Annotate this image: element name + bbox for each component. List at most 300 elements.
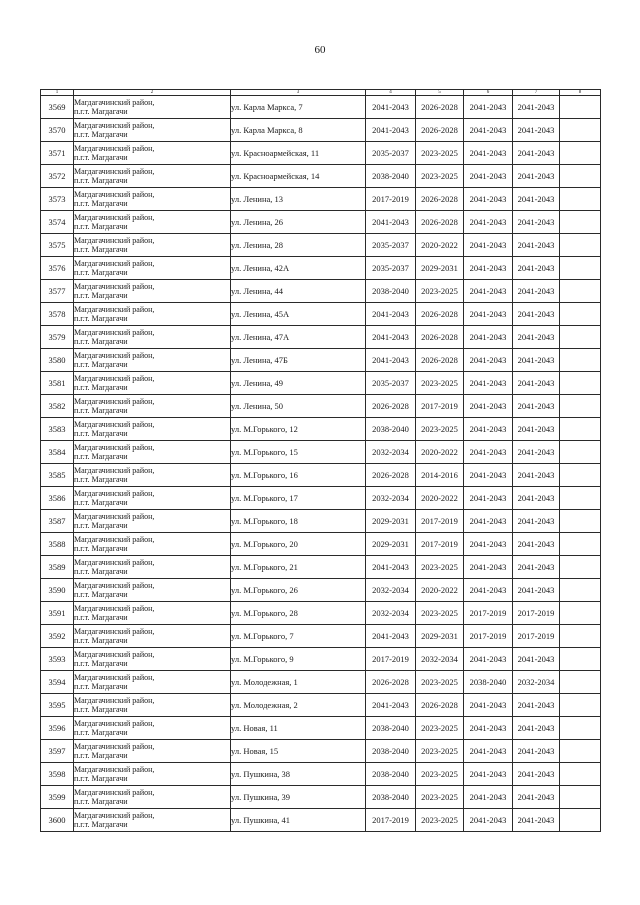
district-text: Магдагачинский район, — [74, 443, 155, 452]
period-cell-col5: 2026-2028 — [416, 119, 464, 142]
table-row — [41, 372, 601, 395]
row-number-cell: 3591 — [41, 602, 74, 625]
district-text: Магдагачинский район, — [74, 236, 155, 245]
period-cell-col4: 2032-2034 — [366, 602, 416, 625]
location-cell — [74, 441, 231, 464]
column-8-cell — [560, 326, 601, 349]
period-cell-col4: 2035-2037 — [366, 257, 416, 280]
period-cell-col4: 2038-2040 — [366, 740, 416, 763]
location-cell — [74, 303, 231, 326]
row-number-cell: 3569 — [41, 96, 74, 119]
column-8-cell — [560, 671, 601, 694]
period-cell-col7: 2041-2043 — [513, 211, 560, 234]
period-cell-col6: 2041-2043 — [464, 441, 513, 464]
street-address-cell: ул. М.Горького, 20 — [231, 533, 366, 556]
location-cell — [74, 119, 231, 142]
period-cell-col4: 2041-2043 — [366, 349, 416, 372]
period-cell-col7: 2041-2043 — [513, 533, 560, 556]
period-cell-col5: 2032-2034 — [416, 648, 464, 671]
settlement-text: п.г.т. Магдагачи — [74, 728, 128, 737]
period-cell-col4: 2029-2031 — [366, 533, 416, 556]
table-row — [41, 303, 601, 326]
location-cell — [74, 533, 231, 556]
district-text: Магдагачинский район, — [74, 282, 155, 291]
district-text: Магдагачинский район, — [74, 98, 155, 107]
column-8-cell — [560, 740, 601, 763]
column-8-cell — [560, 487, 601, 510]
settlement-text: п.г.т. Магдагачи — [74, 406, 128, 415]
period-cell-col7: 2041-2043 — [513, 740, 560, 763]
district-text: Магдагачинский район, — [74, 374, 155, 383]
period-cell-col5: 2026-2028 — [416, 326, 464, 349]
district-text: Магдагачинский район, — [74, 466, 155, 475]
period-cell-col5: 2026-2028 — [416, 694, 464, 717]
table-row — [41, 280, 601, 303]
column-8-cell — [560, 96, 601, 119]
period-cell-col6: 2041-2043 — [464, 372, 513, 395]
table-row — [41, 786, 601, 809]
period-cell-col7: 2041-2043 — [513, 763, 560, 786]
table-row — [41, 119, 601, 142]
location-cell — [74, 487, 231, 510]
period-cell-col7: 2041-2043 — [513, 280, 560, 303]
period-cell-col5: 2017-2019 — [416, 395, 464, 418]
period-cell-col6: 2041-2043 — [464, 211, 513, 234]
period-cell-col7: 2041-2043 — [513, 234, 560, 257]
street-address-cell: ул. Красноармейская, 14 — [231, 165, 366, 188]
table-row — [41, 211, 601, 234]
period-cell-col7: 2032-2034 — [513, 671, 560, 694]
period-cell-col4: 2041-2043 — [366, 694, 416, 717]
period-cell-col4: 2041-2043 — [366, 556, 416, 579]
period-cell-col6: 2041-2043 — [464, 418, 513, 441]
settlement-text: п.г.т. Магдагачи — [74, 636, 128, 645]
row-number-cell: 3598 — [41, 763, 74, 786]
period-cell-col4: 2017-2019 — [366, 188, 416, 211]
period-cell-col5: 2023-2025 — [416, 763, 464, 786]
period-cell-col7: 2041-2043 — [513, 809, 560, 832]
settlement-text: п.г.т. Магдагачи — [74, 498, 128, 507]
period-cell-col6: 2041-2043 — [464, 579, 513, 602]
settlement-text: п.г.т. Магдагачи — [74, 268, 128, 277]
period-cell-col6: 2041-2043 — [464, 740, 513, 763]
period-cell-col5: 2023-2025 — [416, 372, 464, 395]
district-text: Магдагачинский район, — [74, 811, 155, 820]
row-number-cell: 3594 — [41, 671, 74, 694]
period-cell-col6: 2041-2043 — [464, 349, 513, 372]
period-cell-col7: 2041-2043 — [513, 96, 560, 119]
column-header: 8 — [560, 90, 601, 96]
period-cell-col6: 2041-2043 — [464, 234, 513, 257]
period-cell-col6: 2041-2043 — [464, 717, 513, 740]
location-cell — [74, 740, 231, 763]
settlement-text: п.г.т. Магдагачи — [74, 544, 128, 553]
settlement-text: п.г.т. Магдагачи — [74, 314, 128, 323]
district-text: Магдагачинский район, — [74, 144, 155, 153]
period-cell-col4: 2041-2043 — [366, 211, 416, 234]
period-cell-col5: 2023-2025 — [416, 418, 464, 441]
table-row — [41, 188, 601, 211]
table-row — [41, 464, 601, 487]
location-cell — [74, 142, 231, 165]
period-cell-col4: 2035-2037 — [366, 372, 416, 395]
table-row — [41, 96, 601, 119]
district-text: Магдагачинский район, — [74, 121, 155, 130]
period-cell-col7: 2041-2043 — [513, 165, 560, 188]
period-cell-col4: 2038-2040 — [366, 165, 416, 188]
period-cell-col6: 2041-2043 — [464, 648, 513, 671]
district-text: Магдагачинский район, — [74, 765, 155, 774]
column-8-cell — [560, 372, 601, 395]
column-8-cell — [560, 763, 601, 786]
table-row — [41, 763, 601, 786]
table-row — [41, 579, 601, 602]
street-address-cell: ул. М.Горького, 12 — [231, 418, 366, 441]
table-row — [41, 510, 601, 533]
period-cell-col6: 2041-2043 — [464, 395, 513, 418]
settlement-text: п.г.т. Магдагачи — [74, 176, 128, 185]
settlement-text: п.г.т. Магдагачи — [74, 590, 128, 599]
period-cell-col5: 2029-2031 — [416, 257, 464, 280]
row-number-cell: 3578 — [41, 303, 74, 326]
period-cell-col5: 2029-2031 — [416, 625, 464, 648]
period-cell-col4: 2032-2034 — [366, 579, 416, 602]
district-text: Магдагачинский район, — [74, 535, 155, 544]
period-cell-col4: 2017-2019 — [366, 809, 416, 832]
row-number-cell: 3599 — [41, 786, 74, 809]
column-8-cell — [560, 349, 601, 372]
period-cell-col7: 2017-2019 — [513, 625, 560, 648]
street-address-cell: ул. Новая, 11 — [231, 717, 366, 740]
period-cell-col7: 2041-2043 — [513, 142, 560, 165]
column-8-cell — [560, 119, 601, 142]
period-cell-col4: 2032-2034 — [366, 487, 416, 510]
period-cell-col5: 2014-2016 — [416, 464, 464, 487]
row-number-cell: 3580 — [41, 349, 74, 372]
period-cell-col5: 2023-2025 — [416, 142, 464, 165]
street-address-cell: ул. Молодежная, 2 — [231, 694, 366, 717]
street-address-cell: ул. Ленина, 45А — [231, 303, 366, 326]
period-cell-col5: 2023-2025 — [416, 786, 464, 809]
settlement-text: п.г.т. Магдагачи — [74, 452, 128, 461]
settlement-text: п.г.т. Магдагачи — [74, 774, 128, 783]
period-cell-col4: 2035-2037 — [366, 142, 416, 165]
street-address-cell: ул. Красноармейская, 11 — [231, 142, 366, 165]
column-8-cell — [560, 579, 601, 602]
period-cell-col7: 2041-2043 — [513, 326, 560, 349]
settlement-text: п.г.т. Магдагачи — [74, 199, 128, 208]
row-number-cell: 3585 — [41, 464, 74, 487]
row-number-cell: 3581 — [41, 372, 74, 395]
settlement-text: п.г.т. Магдагачи — [74, 360, 128, 369]
street-address-cell: ул. М.Горького, 28 — [231, 602, 366, 625]
location-cell — [74, 602, 231, 625]
column-header: 7 — [513, 90, 560, 96]
settlement-text: п.г.т. Магдагачи — [74, 521, 128, 530]
settlement-text: п.г.т. Магдагачи — [74, 107, 128, 116]
row-number-cell: 3584 — [41, 441, 74, 464]
period-cell-col6: 2041-2043 — [464, 786, 513, 809]
district-text: Магдагачинский район, — [74, 328, 155, 337]
table-row — [41, 165, 601, 188]
period-cell-col5: 2026-2028 — [416, 188, 464, 211]
row-number-cell: 3588 — [41, 533, 74, 556]
street-address-cell: ул. Ленина, 42А — [231, 257, 366, 280]
settlement-text: п.г.т. Магдагачи — [74, 567, 128, 576]
period-cell-col5: 2023-2025 — [416, 809, 464, 832]
period-cell-col4: 2038-2040 — [366, 717, 416, 740]
location-cell — [74, 717, 231, 740]
table-row — [41, 556, 601, 579]
location-cell — [74, 625, 231, 648]
district-text: Магдагачинский район, — [74, 305, 155, 314]
location-cell — [74, 786, 231, 809]
settlement-text: п.г.т. Магдагачи — [74, 130, 128, 139]
district-text: Магдагачинский район, — [74, 604, 155, 613]
page-number: 60 — [314, 44, 326, 56]
row-number-cell: 3579 — [41, 326, 74, 349]
street-address-cell: ул. М.Горького, 15 — [231, 441, 366, 464]
district-text: Магдагачинский район, — [74, 351, 155, 360]
period-cell-col4: 2038-2040 — [366, 786, 416, 809]
column-8-cell — [560, 648, 601, 671]
table-row — [41, 234, 601, 257]
street-address-cell: ул. Пушкина, 38 — [231, 763, 366, 786]
row-number-cell: 3596 — [41, 717, 74, 740]
period-cell-col7: 2041-2043 — [513, 441, 560, 464]
column-header: 2 — [74, 90, 231, 96]
period-cell-col6: 2017-2019 — [464, 602, 513, 625]
column-8-cell — [560, 717, 601, 740]
row-number-cell: 3574 — [41, 211, 74, 234]
period-cell-col4: 2026-2028 — [366, 395, 416, 418]
period-cell-col6: 2041-2043 — [464, 464, 513, 487]
period-cell-col6: 2041-2043 — [464, 763, 513, 786]
table-row — [41, 418, 601, 441]
location-cell — [74, 556, 231, 579]
street-address-cell: ул. Пушкина, 39 — [231, 786, 366, 809]
period-cell-col5: 2020-2022 — [416, 579, 464, 602]
period-cell-col4: 2041-2043 — [366, 625, 416, 648]
location-cell — [74, 579, 231, 602]
period-cell-col7: 2041-2043 — [513, 188, 560, 211]
location-cell — [74, 510, 231, 533]
column-8-cell — [560, 257, 601, 280]
column-header: 4 — [366, 90, 416, 96]
street-address-cell: ул. М.Горького, 21 — [231, 556, 366, 579]
period-cell-col7: 2041-2043 — [513, 694, 560, 717]
settlement-text: п.г.т. Магдагачи — [74, 682, 128, 691]
column-8-cell — [560, 418, 601, 441]
period-cell-col6: 2041-2043 — [464, 809, 513, 832]
location-cell — [74, 326, 231, 349]
period-cell-col7: 2041-2043 — [513, 349, 560, 372]
column-8-cell — [560, 395, 601, 418]
period-cell-col5: 2026-2028 — [416, 211, 464, 234]
column-header: 6 — [464, 90, 513, 96]
street-address-cell: ул. Молодежная, 1 — [231, 671, 366, 694]
district-text: Магдагачинский район, — [74, 397, 155, 406]
row-number-cell: 3570 — [41, 119, 74, 142]
row-number-cell: 3575 — [41, 234, 74, 257]
period-cell-col7: 2041-2043 — [513, 303, 560, 326]
period-cell-col7: 2041-2043 — [513, 119, 560, 142]
district-text: Магдагачинский район, — [74, 719, 155, 728]
period-cell-col6: 2041-2043 — [464, 326, 513, 349]
row-number-cell: 3595 — [41, 694, 74, 717]
row-number-cell: 3582 — [41, 395, 74, 418]
street-address-cell: ул. Ленина, 26 — [231, 211, 366, 234]
period-cell-col4: 2017-2019 — [366, 648, 416, 671]
period-cell-col6: 2041-2043 — [464, 487, 513, 510]
settlement-text: п.г.т. Магдагачи — [74, 153, 128, 162]
location-cell — [74, 671, 231, 694]
period-cell-col4: 2041-2043 — [366, 96, 416, 119]
settlement-text: п.г.т. Магдагачи — [74, 429, 128, 438]
table-row — [41, 142, 601, 165]
location-cell — [74, 694, 231, 717]
column-8-cell — [560, 602, 601, 625]
column-8-cell — [560, 280, 601, 303]
row-number-cell: 3586 — [41, 487, 74, 510]
location-cell — [74, 188, 231, 211]
period-cell-col5: 2023-2025 — [416, 671, 464, 694]
location-cell — [74, 349, 231, 372]
district-text: Магдагачинский район, — [74, 213, 155, 222]
street-address-cell: ул. М.Горького, 17 — [231, 487, 366, 510]
row-number-cell: 3572 — [41, 165, 74, 188]
period-cell-col4: 2035-2037 — [366, 234, 416, 257]
column-8-cell — [560, 165, 601, 188]
period-cell-col6: 2041-2043 — [464, 96, 513, 119]
column-8-cell — [560, 211, 601, 234]
period-cell-col7: 2041-2043 — [513, 257, 560, 280]
district-text: Магдагачинский район, — [74, 650, 155, 659]
row-number-cell: 3571 — [41, 142, 74, 165]
period-cell-col6: 2041-2043 — [464, 303, 513, 326]
district-text: Магдагачинский район, — [74, 627, 155, 636]
table-row — [41, 717, 601, 740]
period-cell-col5: 2020-2022 — [416, 441, 464, 464]
district-text: Магдагачинский район, — [74, 190, 155, 199]
location-cell — [74, 96, 231, 119]
location-cell — [74, 418, 231, 441]
settlement-text: п.г.т. Магдагачи — [74, 245, 128, 254]
table-row — [41, 671, 601, 694]
period-cell-col7: 2041-2043 — [513, 648, 560, 671]
district-text: Магдагачинский район, — [74, 581, 155, 590]
location-cell — [74, 372, 231, 395]
column-8-cell — [560, 234, 601, 257]
period-cell-col7: 2041-2043 — [513, 395, 560, 418]
row-number-cell: 3573 — [41, 188, 74, 211]
table-row — [41, 326, 601, 349]
period-cell-col7: 2041-2043 — [513, 464, 560, 487]
period-cell-col7: 2041-2043 — [513, 786, 560, 809]
period-cell-col7: 2041-2043 — [513, 372, 560, 395]
period-cell-col5: 2023-2025 — [416, 280, 464, 303]
row-number-cell: 3577 — [41, 280, 74, 303]
column-header: 5 — [416, 90, 464, 96]
period-cell-col6: 2017-2019 — [464, 625, 513, 648]
district-text: Магдагачинский район, — [74, 512, 155, 521]
table-row — [41, 694, 601, 717]
street-address-cell: ул. Ленина, 50 — [231, 395, 366, 418]
period-cell-col4: 2041-2043 — [366, 303, 416, 326]
location-cell — [74, 464, 231, 487]
street-address-cell: ул. Ленина, 49 — [231, 372, 366, 395]
column-8-cell — [560, 303, 601, 326]
table-row — [41, 487, 601, 510]
settlement-text: п.г.т. Магдагачи — [74, 613, 128, 622]
district-text: Магдагачинский район, — [74, 788, 155, 797]
table-row — [41, 257, 601, 280]
period-cell-col4: 2026-2028 — [366, 671, 416, 694]
column-8-cell — [560, 786, 601, 809]
period-cell-col6: 2041-2043 — [464, 694, 513, 717]
period-cell-col6: 2041-2043 — [464, 510, 513, 533]
period-cell-col6: 2041-2043 — [464, 556, 513, 579]
period-cell-col5: 2026-2028 — [416, 96, 464, 119]
street-address-cell: ул. Ленина, 13 — [231, 188, 366, 211]
period-cell-col5: 2023-2025 — [416, 717, 464, 740]
row-number-cell: 3593 — [41, 648, 74, 671]
settlement-text: п.г.т. Магдагачи — [74, 383, 128, 392]
row-number-cell: 3583 — [41, 418, 74, 441]
period-cell-col6: 2041-2043 — [464, 142, 513, 165]
period-cell-col5: 2026-2028 — [416, 303, 464, 326]
location-cell — [74, 165, 231, 188]
table-row — [41, 441, 601, 464]
column-8-cell — [560, 694, 601, 717]
column-8-cell — [560, 464, 601, 487]
period-cell-col5: 2026-2028 — [416, 349, 464, 372]
column-8-cell — [560, 809, 601, 832]
period-cell-col4: 2029-2031 — [366, 510, 416, 533]
settlement-text: п.г.т. Магдагачи — [74, 291, 128, 300]
location-cell — [74, 809, 231, 832]
column-8-cell — [560, 142, 601, 165]
period-cell-col5: 2023-2025 — [416, 165, 464, 188]
street-address-cell: ул. Карла Маркса, 7 — [231, 96, 366, 119]
district-text: Магдагачинский район, — [74, 742, 155, 751]
settlement-text: п.г.т. Магдагачи — [74, 820, 128, 829]
period-cell-col6: 2041-2043 — [464, 188, 513, 211]
column-8-cell — [560, 533, 601, 556]
period-cell-col4: 2026-2028 — [366, 464, 416, 487]
location-cell — [74, 257, 231, 280]
location-cell — [74, 234, 231, 257]
period-cell-col5: 2020-2022 — [416, 487, 464, 510]
row-number-cell: 3576 — [41, 257, 74, 280]
column-header: 3 — [231, 90, 366, 96]
period-cell-col5: 2017-2019 — [416, 533, 464, 556]
settlement-text: п.г.т. Магдагачи — [74, 222, 128, 231]
period-cell-col7: 2041-2043 — [513, 717, 560, 740]
street-address-cell: ул. Ленина, 47Б — [231, 349, 366, 372]
street-address-cell: ул. М.Горького, 26 — [231, 579, 366, 602]
period-cell-col4: 2038-2040 — [366, 763, 416, 786]
settlement-text: п.г.т. Магдагачи — [74, 797, 128, 806]
row-number-cell: 3592 — [41, 625, 74, 648]
table-row — [41, 809, 601, 832]
housing-repair-table — [40, 89, 601, 832]
street-address-cell: ул. Ленина, 28 — [231, 234, 366, 257]
district-text: Магдагачинский район, — [74, 558, 155, 567]
period-cell-col7: 2041-2043 — [513, 510, 560, 533]
district-text: Магдагачинский район, — [74, 167, 155, 176]
row-number-cell: 3597 — [41, 740, 74, 763]
